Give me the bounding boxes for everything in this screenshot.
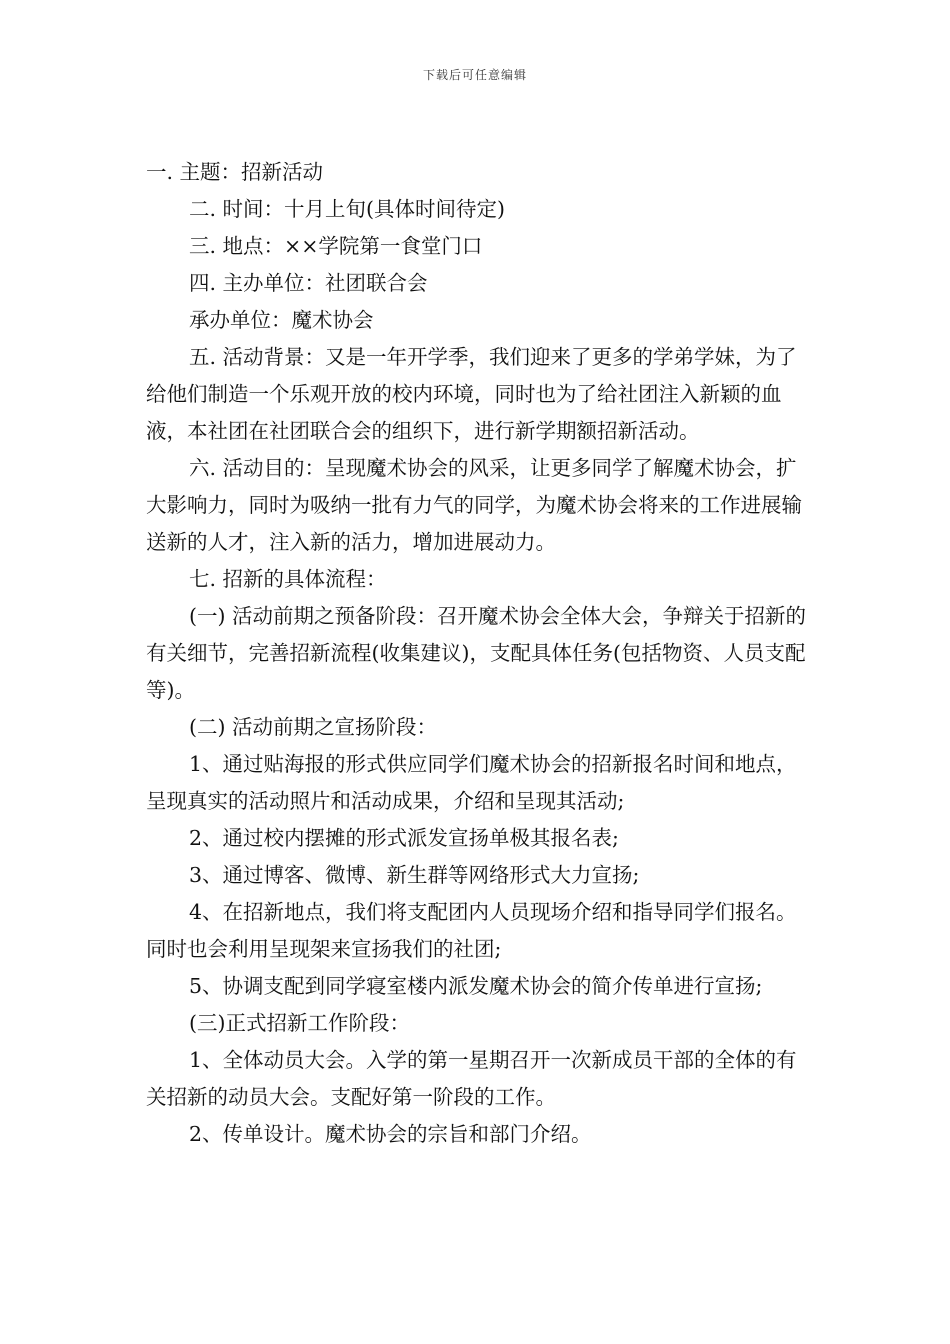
promotion-item-3: 3、通过博客、微博、新生群等网络形式大力宣扬; bbox=[189, 863, 640, 887]
phase-promotion-heading: (二) 活动前期之宣扬阶段： bbox=[189, 715, 438, 739]
document-body bbox=[146, 154, 806, 1153]
section-process-heading: 七. 招新的具体流程： bbox=[189, 567, 387, 591]
phase-preparation: (一) 活动前期之预备阶段：召开魔术协会全体大会，争辩关于招新的有关细节，完善招新流程(收集建议)，支配具体任务(包括物资、人员支配等)。 bbox=[146, 604, 807, 702]
phase-recruitment-heading: (三)正式招新工作阶段： bbox=[189, 1011, 410, 1035]
section-background: 五. 活动背景：又是一年开学季，我们迎来了更多的学弟学妹，为了给他们制造一个乐观开放的校内环境，同时也为了给社团注入新颖的血液，本社团在社团联合会的组织下，进行新学期额招新活动。 bbox=[146, 345, 797, 443]
page-header: 下载后可任意编辑 bbox=[422, 68, 527, 82]
promotion-item-1: 1、通过贴海报的形式供应同学们魔术协会的招新报名时间和地点，呈现真实的活动照片和活动成果，介绍和呈现其活动; bbox=[146, 752, 797, 813]
section-co-organizer: 承办单位：魔术协会 bbox=[189, 308, 374, 332]
section-location: 三. 地点：××学院第一食堂门口 bbox=[189, 234, 483, 258]
section-purpose: 六. 活动目的：呈现魔术协会的风采，让更多同学了解魔术协会，扩大影响力，同时为吸纳一批有力气的同学，为魔术协会将来的工作进展输送新的人才，注入新的活力，增加进展动力。 bbox=[146, 456, 802, 554]
promotion-item-2: 2、通过校内摆摊的形式派发宣扬单极其报名表; bbox=[189, 826, 619, 850]
section-organizer: 四. 主办单位：社团联合会 bbox=[189, 271, 428, 295]
recruitment-item-1: 1、全体动员大会。入学的第一星期召开一次新成员干部的全体的有关招新的动员大会。支配好第一阶段的工作。 bbox=[146, 1048, 797, 1109]
section-theme: 一. 主题：招新活动 bbox=[146, 160, 324, 184]
promotion-item-4: 4、在招新地点，我们将支配团内人员现场介绍和指导同学们报名。同时也会利用呈现架来宣扬我们的社团; bbox=[146, 900, 797, 961]
promotion-item-5: 5、协调支配到同学寝室楼内派发魔术协会的简介传单进行宣扬; bbox=[189, 974, 763, 998]
recruitment-item-2: 2、传单设计。魔术协会的宗旨和部门介绍。 bbox=[189, 1122, 592, 1146]
section-time: 二. 时间：十月上旬(具体时间待定) bbox=[189, 197, 506, 221]
